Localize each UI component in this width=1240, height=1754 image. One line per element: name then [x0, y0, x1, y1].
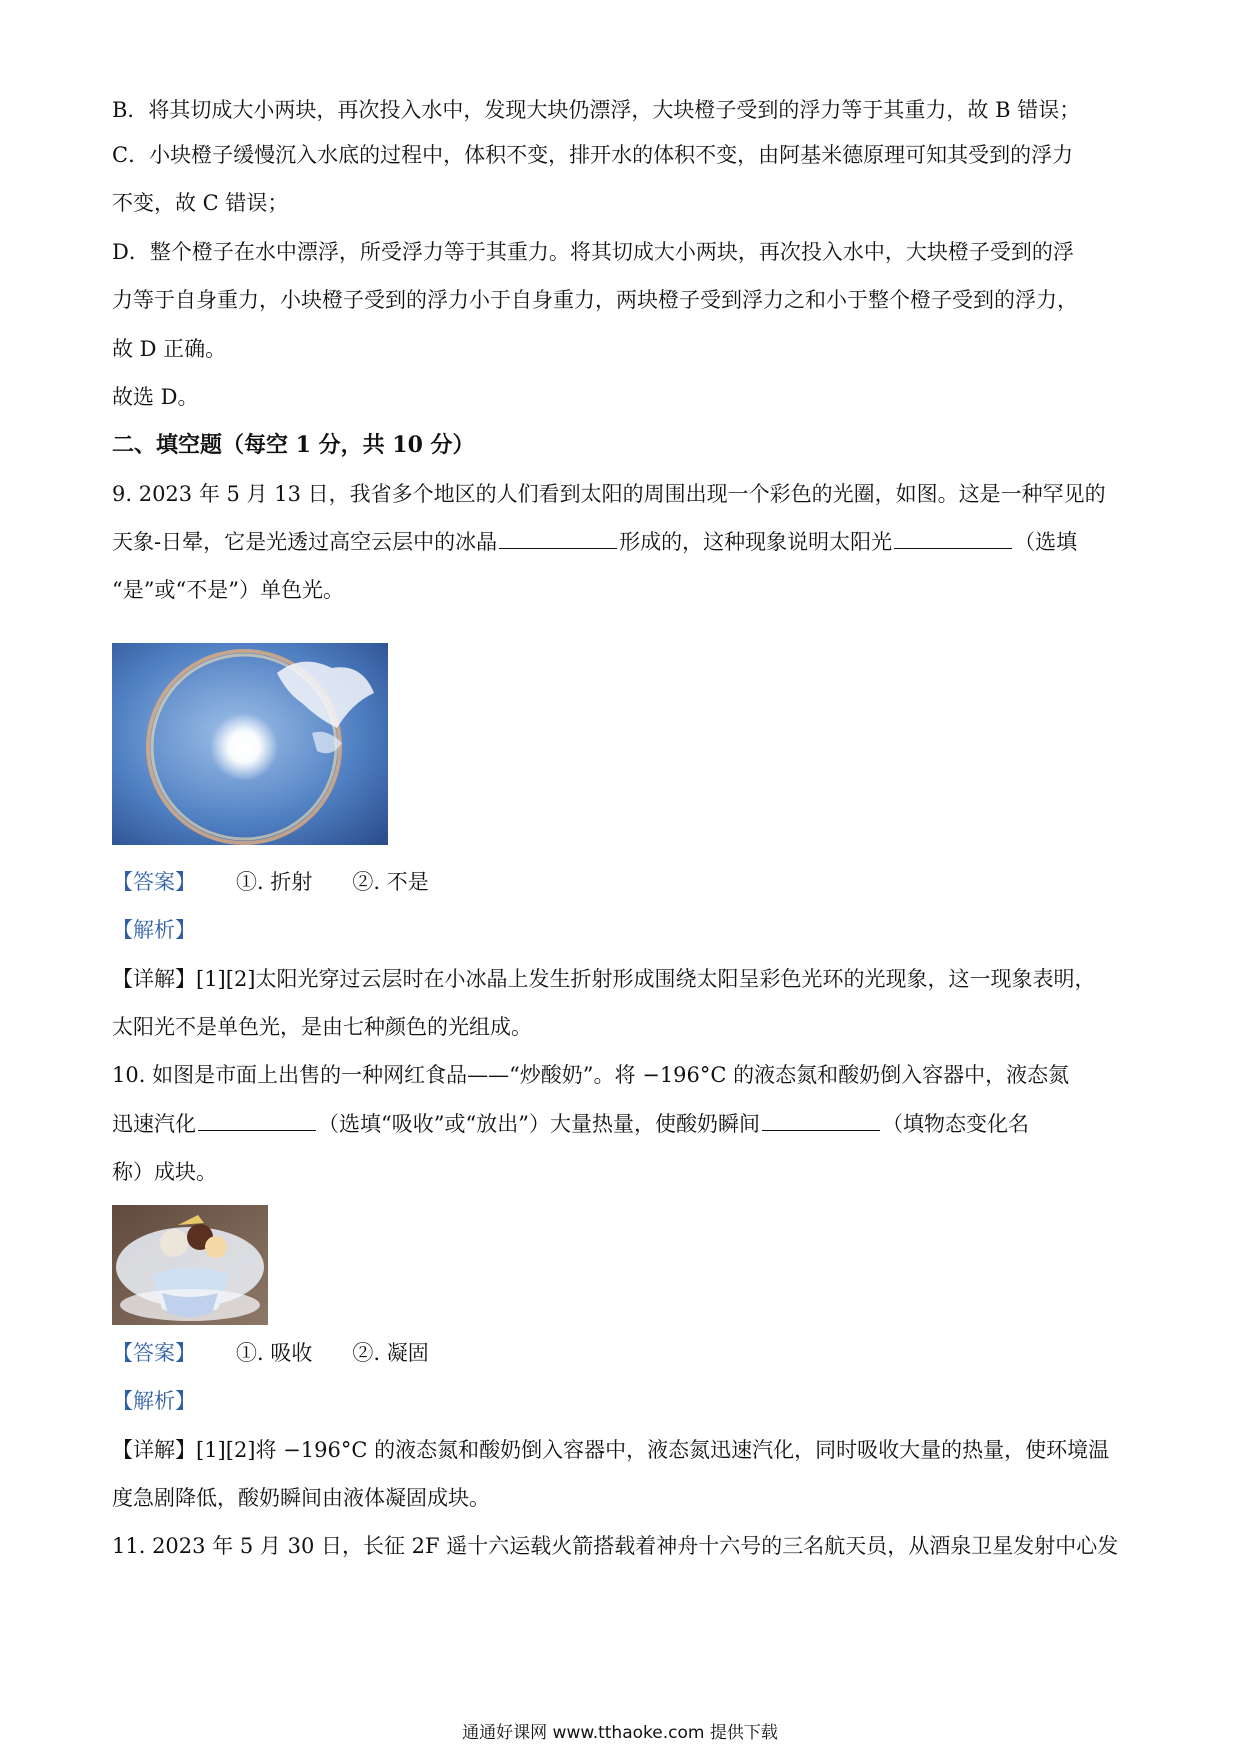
- q10-answer-1: ①. 吸收: [236, 1341, 313, 1365]
- q9-answer-1: ①. 折射: [236, 870, 313, 894]
- q9-stem-3: “是”或“不是”）单色光。: [112, 578, 344, 602]
- q10-stem-1: 10. 如图是市面上出售的一种网红食品——“炒酸奶”。将 −196°C 的液态氮和酸奶倒入容器中，液态氮: [112, 1063, 1070, 1087]
- q10-answer-row: [112, 1338, 1132, 1368]
- q10-stem-2: [112, 1109, 1132, 1139]
- q9-answer-row: [112, 867, 1132, 897]
- option-d-text-1: D．整个橙子在水中漂浮，所受浮力等于其重力。将其切成大小两块，再次投入水中，大块橙子受到的浮: [112, 240, 1074, 264]
- q10-answer-2: ②. 凝固: [352, 1341, 429, 1365]
- option-c-text-1: C．小块橙子缓慢沉入水底的过程中，体积不变，排开水的体积不变，由阿基米德原理可知其受到的浮力: [112, 143, 1074, 167]
- q9-detail-text-1: [1][2]太阳光穿过云层时在小冰晶上发生折射形成围绕太阳呈彩色光环的光现象，这一现象表明，: [196, 967, 1096, 991]
- q9-detail-1: [112, 964, 1132, 994]
- q9-stem-2: [112, 527, 1132, 557]
- q9-detail-2: 太阳光不是单色光，是由七种颜色的光组成。: [112, 1015, 532, 1039]
- q9-stem-1: 9. 2023 年 5 月 13 日，我省多个地区的人们看到太阳的周围出现一个彩色的光圈，如图。这是一种罕见的: [112, 482, 1106, 506]
- option-d-text-2: 力等于自身重力，小块橙子受到的浮力小于自身重力，两块橙子受到浮力之和小于整个橙子受到的浮力，: [112, 288, 1078, 312]
- q10-stem-2a: 迅速汽化: [112, 1112, 196, 1136]
- q9-analysis-tag: 【解析】: [112, 918, 196, 942]
- q10-analysis-tag: 【解析】: [112, 1389, 196, 1413]
- q10-blank-1: [198, 1110, 316, 1131]
- q9-blank-2: [894, 528, 1012, 549]
- q9-stem-2b: 形成的，这种现象说明太阳光: [619, 530, 893, 554]
- q9-answer-tag: 【答案】: [112, 870, 196, 894]
- q10-blank-2: [762, 1110, 880, 1131]
- option-d-text-3: 故 D 正确。: [112, 337, 227, 361]
- q10-stem-3: 称）成块。: [112, 1160, 217, 1184]
- q10-stem-2c: （填物态变化名: [881, 1112, 1029, 1136]
- option-b-text: B．将其切成大小两块，再次投入水中，发现大块仍漂浮，大块橙子受到的浮力等于其重力，故 B 错误；: [112, 98, 1081, 122]
- sun-halo-image: [112, 643, 388, 845]
- footer-text: 通通好课网 www.tthaoke.com 提供下载: [462, 1723, 778, 1743]
- q9-stem-2a: 天象-日晕，它是光透过高空云层中的冰晶: [112, 530, 498, 554]
- q9-answer-2: ②. 不是: [352, 870, 429, 894]
- q9-stem-2c: （选填: [1014, 530, 1078, 554]
- section-title: 二、填空题（每空 1 分，共 10 分）: [112, 432, 475, 458]
- choose-answer: 故选 D。: [112, 385, 199, 409]
- q11-stem-1: 11. 2023 年 5 月 30 日，长征 2F 遥十六运载火箭搭载着神舟十六号的三名航天员，从酒泉卫星发射中心发: [112, 1534, 1119, 1558]
- q10-detail-1: [112, 1435, 1132, 1465]
- option-c-text-2: 不变，故 C 错误；: [112, 191, 289, 215]
- yogurt-image: [112, 1205, 268, 1325]
- q10-detail-text-1: [1][2]将 −196°C 的液态氮和酸奶倒入容器中，液态氮迅速汽化，同时吸收大量的热量，使环境温: [196, 1438, 1110, 1462]
- q10-detail-tag: 【详解】: [112, 1438, 196, 1462]
- q10-answer-tag: 【答案】: [112, 1341, 196, 1365]
- q10-stem-2b: （选填“吸收”或“放出”）大量热量，使酸奶瞬间: [318, 1112, 760, 1136]
- q10-detail-2: 度急剧降低，酸奶瞬间由液体凝固成块。: [112, 1486, 490, 1510]
- q9-blank-1: [499, 528, 617, 549]
- q9-detail-tag: 【详解】: [112, 967, 196, 991]
